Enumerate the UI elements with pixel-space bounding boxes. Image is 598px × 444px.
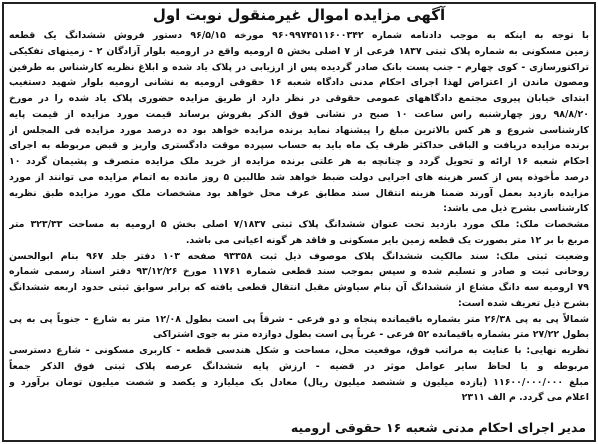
body-line: ومصون ماندن از اعتراض لهذا اجرای احکام مدنی دادگاه شعبه ۱۶ حقوقی ارومیه به نشانی ارومیه بلوار شهید دستغیب (9, 77, 589, 89)
body-line: مربوطه و با لحاظ سایر عوامل موثر در قضیه - ارزش پایه ششدانگ عرصه پلاک ثبتی فوق الذکر جمعاً (9, 360, 589, 372)
body-line: مزایده بازدید بعمل آورند ضمنا هزینه انتقال سند مطابق عرف محل خواهد بود مشخصات ملک مورد مزایده طبق نظریه (9, 187, 589, 199)
body-line: مبلغ ۱۱۶۰۰/۰۰۰/۰۰۰ (یازده میلیون و ششصد میلیون ریال) معادل یک میلیارد و یکصد و شصت میلیون تومان برآورد و (9, 376, 589, 388)
body-line: مشخصات ملک: ملک مورد بازدید تحت عنوان ششدانگ پلاک ثبتی ۷/۱۸۳۷ اصلی بخش ۵ ارومیه به مساحت ۳۲۳/۳۳ متر (9, 219, 589, 230)
notice-body (9, 28, 589, 406)
body-line: احکام شعبه ۱۶ ارائه و تحویل گردد و چنانچه به هر علتی برنده مزایده از خرید ملک مزایده متصرف و پشیمان گردد ۱۰ (9, 156, 589, 167)
body-line: کارشناسی شروع و هر کس بالاترین مبلغ را پیشنهاد نماید برنده مزایده خواهد بود ده درصد مورد مزایده فی المجلس از (9, 124, 589, 136)
body-line: با توجه به اینکه به موجب دادنامه شماره ۹۶۰۹۹۷۴۵۱۱۶۰۰۳۴۲ مورخه ۹۶/۵/۱۵ دستور فروش ششدانگ یک قطعه (9, 30, 589, 41)
body-line: نظریه نهایی: با عنایت به مراتب فوق، موقعیت محل، مساحت و شکل هندسی قطعه - کاربری مسکونی - شارع دسترسی (9, 345, 589, 356)
body-line: کارشناسی بشرح ذیل می باشد: (443, 203, 589, 215)
notice-title: آگهی مزایده اموال غیرمنقول نوبت اول (152, 6, 446, 24)
body-line: ابتدای خیابان پیروی مجتمع دادگاههای عمومی حقوقی در نظر دارد از طریق مزایده حضوری پلاک یاد شده را در مورخ (9, 93, 589, 104)
body-line: درصد مأخوذه پس از کسر هزینه های اجرایی دولت ضبط خواهد شد طالبین ۵ روز مانده به اتمام مزایده می توانند از مورد (9, 171, 589, 183)
body-line: اعلام می گردد. م الف ۲۳۱۱ (461, 392, 589, 404)
body-line: ۷۹ ارومیه سه دانگ مشاع از ششدانگ آن بنام سیاوش مقبل انتقال قطعی یافته که برابر سوابق ثبتی حدود اربعه ششدانگ (9, 282, 589, 293)
body-line: بطول ۲۷/۲۲ متر بشماره باقیمانده ۵۲ فرعی - غرباً پی است بطول دوازده متر به جوی اشتراکی (152, 329, 589, 341)
body-line: تراکتورسازی - کوی چهارم - جنب پست بانک صادر گردیده پس از ارزیابی در پلاک یاد شده و ابلاغ نظریه کارشناس به طرفین (9, 61, 589, 73)
notice-signature: مدیر اجرای احکام مدنی شعبه ۱۶ حقوقی ارومیه (290, 420, 586, 435)
body-line: ۹۸/۸/۲۰ روز چهارشنبه راس ساعت ۱۰ صبح در نشانی فوق الذکر بفروش برساند قیمت مورد مزایده از قیمت پایه (9, 108, 589, 120)
body-line: وضعیت ثبتی ملک: سند مالکیت ششدانگ پلاک موصوف ذیل ثبت ۹۳۳۵۸ صفحه ۱۰۳ دفتر جلد ۹۶۷ بنام ابوالحسن (9, 250, 589, 262)
body-line: بشرح ذیل تعریف شده است: (457, 297, 589, 309)
body-line: زمین مسکونی به شماره پلاک ثبتی ۱۸۳۷ فرعی از ۷ اصلی بخش ۵ ارومیه واقع در ارومیه بلوار آزادگان ۲ - زمینهای تفکیکی (9, 45, 589, 57)
body-line: مربع با بر ۱۲ متر بصورت یک قطعه زمین بایر مسکونی و فاقد هر گونه اعیانی می باشد. (185, 234, 589, 246)
body-line: روحانی ثبت و صادر و تسلیم شده و سپس بموجب سند قطعی شماره ۱۱۷۶۱ مورخ ۹۳/۱۲/۲۶ دفتر اسناد رسمی شماره (9, 266, 589, 278)
body-line: برنده مزایده دریافت و الباقی حداکثر ظرف یک ماه باید به حساب سپرده موقت دادگستری واریز و قبض مربوطه به اجرای (9, 140, 589, 152)
body-line: شمالاً پی به پی ۲۶/۳۸ متر بشماره باقیمانده پنجاه و دو فرعی - شرقاً پی است بطول ۱۲/۰۸ متر به شارع - جنوباً پی به پی (9, 313, 589, 325)
